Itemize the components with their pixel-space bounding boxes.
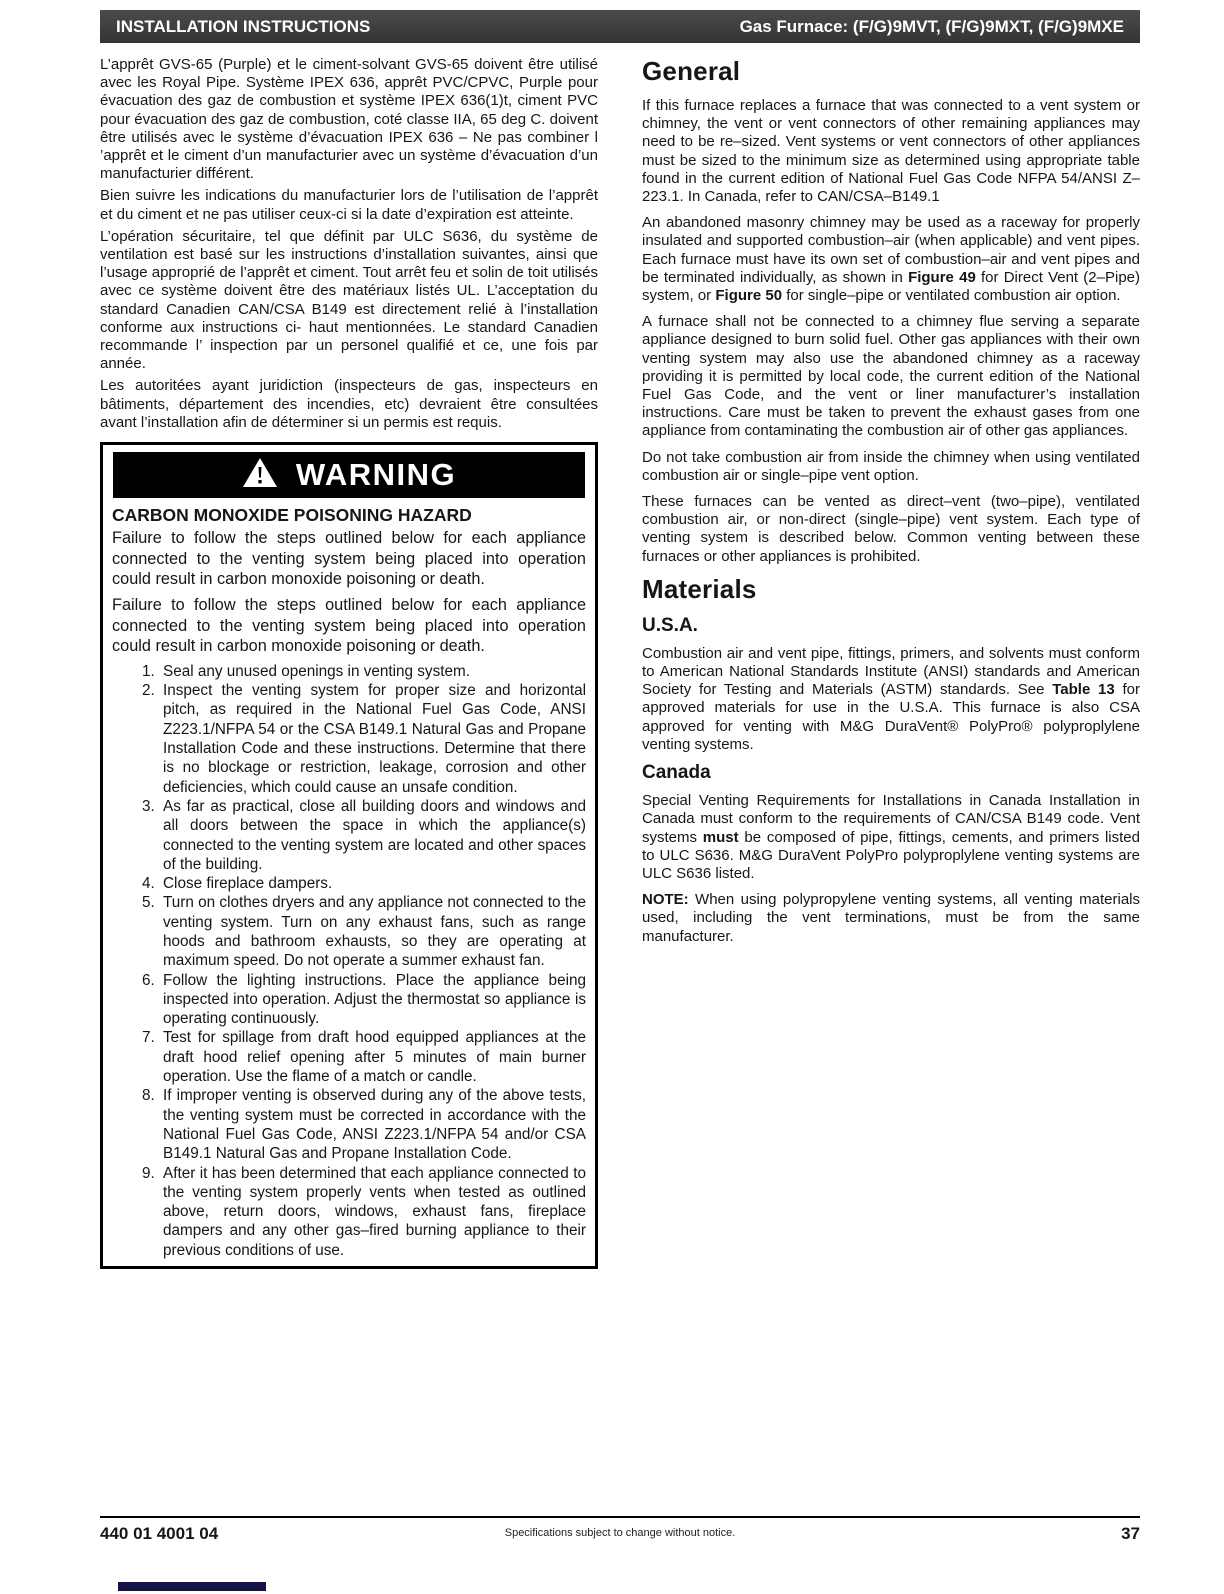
general-heading: General (642, 56, 741, 86)
french-paragraph: L’apprêt GVS-65 (Purple) et le ciment-solvant GVS-65 doivent être utilisé avec les Royal Pipe. Système IPEX 636, apprêt PVC/CPVC, Purple pour évacuation des gaz de combustion et système IPEX 636(1)t, ciment PVC pour évacuation des gaz de combustion, coté classe IIA, 65 deg C. doivent être utilisés avec le système d’évacuation IPEX 636 – Ne pas combiner l ’apprêt et le ciment d’un manufacturier avec un système d’évacuation d’un manufacturier différent. (100, 56, 598, 183)
warning-paragraph: Failure to follow the steps outlined below for each appliance connected to the venting system being placed into operation could result in carbon monoxide poisoning or death. (112, 529, 586, 589)
footer-divider (100, 1516, 1140, 1518)
french-paragraph: Bien suivre les indications du manufacturier lors de l’utilisation de l’apprêt et du ciment et ne pas utiliser ceux-ci si la date d’expiration est atteinte. (100, 187, 598, 223)
warning-box (100, 442, 598, 1269)
left-column (100, 56, 598, 1269)
warning-step: 5. Turn on clothes dryers and any appliance not connected to the venting system. Turn on any exhaust fans, such as range hoods and bathroom exhausts, so they are operating at maximum speed. Do not operate a summer exhaust fan. (159, 893, 586, 970)
warning-paragraph: Failure to follow the steps outlined below for each appliance connected to the venting system being placed into operation could result in carbon monoxide poisoning or death. (112, 596, 586, 656)
usa-paragraph: Combustion air and vent pipe, fittings, primers, and solvents must conform to American National Standards Institute (ANSI) standards and American Society for Testing and Materials (ASTM) standards. See Table 13 for approved materials for use in the U.S.A. This furnace is also CSA approved for venting with M&G DuraVent® PolyPro® polyproplylene venting systems. (642, 644, 1140, 753)
materials-heading: Materials (642, 573, 757, 604)
header-title: INSTALLATION INSTRUCTIONS (116, 16, 371, 36)
general-paragraph: These furnaces can be vented as direct–vent (two–pipe), ventilated combustion air, or non-direct (single–pipe) vent system. Each type of venting system is described below. Common venting between these furnaces or other appliances is prohibited. (642, 493, 1140, 565)
hazard-heading: CARBON MONOXIDE POISONING HAZARD (112, 505, 472, 526)
warning-step: 2. Inspect the venting system for proper size and horizontal pitch, as required in the National Fuel Gas Code, ANSI Z223.1/NFPA 54 or the CSA B149.1 Natural Gas and Propane Installation Code and these instructions. Determine that there is no blockage or restriction, leakage, corrosion and other deficiencies, which could cause an unsafe condition. (159, 681, 586, 797)
warning-step: 4. Close fireplace dampers. (159, 874, 586, 893)
warning-banner (113, 452, 585, 498)
footer-bar (118, 1582, 266, 1591)
general-paragraph: If this furnace replaces a furnace that was connected to a vent system or chimney, the vent or vent connectors of other remaining appliances may need to be re–sized. Vent systems or vent connectors of other appliances must be sized to the minimum size as determined using appropriate table found in the current edition of National Fuel Gas Code NFPA 54/ANSI Z–223.1. In Canada, refer to CAN/CSA–B149.1 (642, 97, 1140, 206)
canada-subheading: Canada (642, 762, 711, 784)
footer-row (100, 1524, 1140, 1544)
right-column (642, 56, 1140, 1269)
canada-paragraph: Special Venting Requirements for Installations in Canada Installation in Canada must conform to the requirements of CAN/CSA B149 code. Vent systems must be composed of pipe, fittings, cements, and primers listed to ULC S636. M&G DuraVent PolyPro polyproplylene venting systems are ULC S636 listed. (642, 792, 1140, 882)
page-number: 37 (1121, 1524, 1140, 1543)
header-model-title: Gas Furnace: (F/G)9MVT, (F/G)9MXT, (F/G)9MXE (739, 16, 1124, 36)
general-paragraph: A furnace shall not be connected to a chimney flue serving a separate appliance designed to burn solid fuel. Other gas appliances with their own venting system may also use the abandoned chimney as a raceway providing it is permitted by local code, the current edition of the National Fuel Gas Code, and the vent or liner manufacturer’s installation instructions. Care must be taken to prevent the exhaust gases from one appliance from contaminating the combustion air of other gas appliances. (642, 313, 1140, 440)
document-number: 440 01 4001 04 (100, 1524, 219, 1543)
warning-step: 6. Follow the lighting instructions. Place the appliance being inspected into operation. Adjust the thermostat so appliance is operating continuously. (159, 971, 586, 1029)
general-paragraph: Do not take combustion air from inside the chimney when using ventilated combustion air or single–pipe vent option. (642, 448, 1140, 484)
usa-subheading: U.S.A. (642, 614, 698, 636)
footer-notice: Specifications subject to change without notice. (504, 1527, 736, 1539)
french-paragraph: L’opération sécuritaire, tel que définit par ULC S636, du système de ventilation est basé sur les instructions d’installation suivantes, ainsi que l’usage approprié de l’apprêt et ciment. Tout arrêt feu et solin de toit utilisés avec ce système doivent être des matériaux listés UL. L’acceptation du standard Canadien CAN/CSA B149 est directement relié à l’installation conforme aux instructions ci- haut mentionnées. Le standard Canadien recommande l’ inspection par un personel qualifié et ce, une fois par année. (100, 227, 598, 373)
warning-step: 3. As far as practical, close all building doors and windows and all doors between the space in which the appliance(s) connected to the venting system are located and other spaces of the building. (159, 797, 586, 874)
warning-step: 9. After it has been determined that each appliance connected to the venting system properly vents when tested as outlined above, return doors, windows, exhaust fans, fireplace dampers and any other gas–fired burning appliance to their previous conditions of use. (159, 1164, 586, 1260)
content-columns (100, 56, 1140, 1269)
warning-step: 7. Test for spillage from draft hood equipped appliances at the draft hood relief opening after 5 minutes of main burner operation. Use the flame of a match or candle. (159, 1028, 586, 1086)
page-footer (100, 1516, 1140, 1544)
warning-steps-list (112, 662, 586, 1260)
warning-triangle-icon (242, 457, 278, 493)
warning-step: 8. If improper venting is observed during any of the above tests, the venting system must be corrected in accordance with the National Fuel Gas Code, ANSI Z223.1/NFPA 54 and/or CSA B149.1 Natural Gas and Propane Installation Code. (159, 1086, 586, 1163)
french-paragraph: Les autoritées ayant juridiction (inspecteurs de gas, inspecteurs en bâtiments, département des incendies, etc) devraient être consultées avant l’installation afin de déterminer si un permis est requis. (100, 377, 598, 431)
warning-banner-label: WARNING (295, 457, 457, 493)
general-paragraph: An abandoned masonry chimney may be used as a raceway for properly insulated and supported combustion–air (when applicable) and vent pipes. Each furnace must have its own set of combustion–air and vent pipes and be terminated individually, as shown in Figure 49 for Direct Vent (2–Pipe) system, or Figure 50 for single–pipe or ventilated combustion air option. (642, 214, 1140, 305)
page-header-bar (100, 10, 1140, 43)
note-paragraph: NOTE: When using polypropylene venting systems, all venting materials used, including the vent terminations, must be from the same manufacturer. (642, 891, 1140, 945)
warning-step: 1. Seal any unused openings in venting system. (159, 662, 586, 681)
